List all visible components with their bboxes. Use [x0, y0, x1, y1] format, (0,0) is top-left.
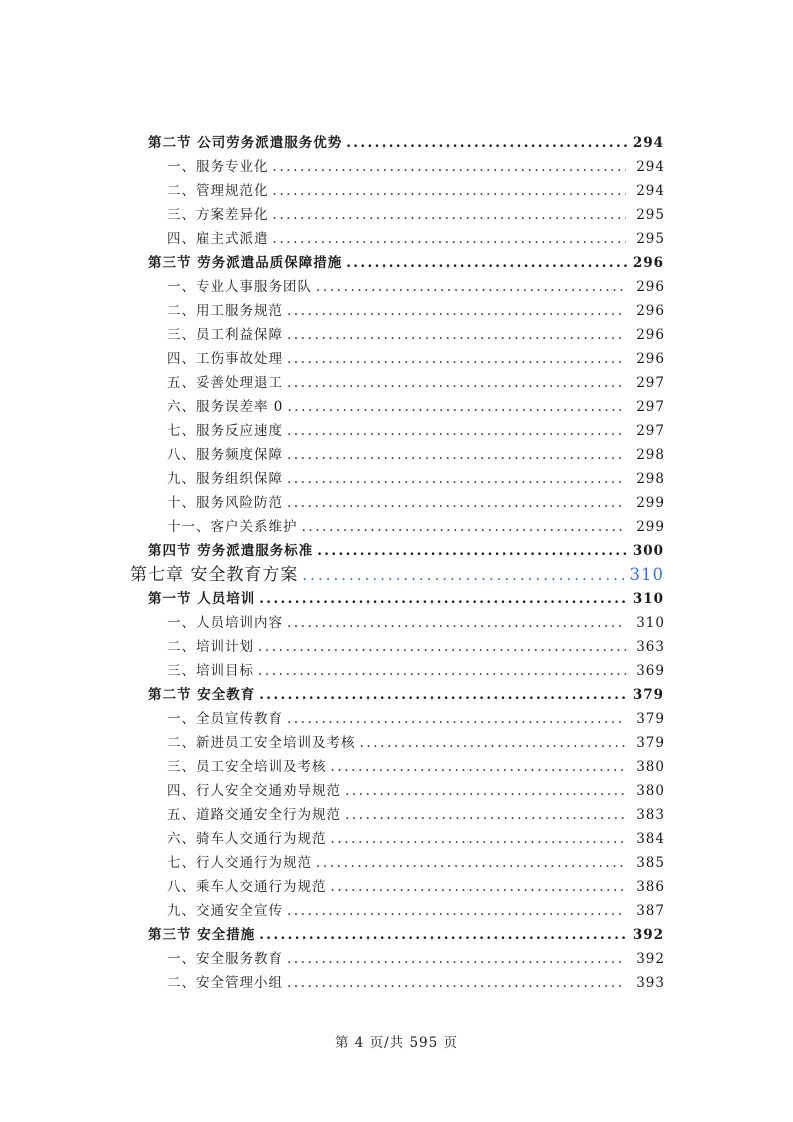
dot-leader [287, 347, 626, 371]
dot-leader [287, 899, 626, 923]
toc-section-row[interactable] [148, 539, 664, 563]
dot-leader [287, 707, 626, 731]
toc-entry-title: 三、方案差异化 [167, 207, 269, 223]
dot-leader [302, 515, 627, 539]
toc-entry-title: 第三节 安全措施 [148, 927, 256, 943]
toc-item-row[interactable] [167, 827, 665, 851]
toc-entry-title: 第三节 劳务派遣品质保障措施 [148, 255, 343, 271]
toc-page-number: 298 [636, 471, 665, 487]
table-of-contents [0, 131, 793, 995]
dot-leader [258, 635, 626, 659]
toc-page-number: 296 [636, 351, 665, 367]
toc-page-number: 363 [636, 639, 665, 655]
toc-page-number: 310 [629, 565, 664, 584]
toc-page-number: 379 [636, 735, 665, 751]
dot-leader [287, 443, 626, 467]
dot-leader [331, 755, 627, 779]
dot-leader [287, 419, 626, 443]
dot-leader [287, 611, 626, 635]
toc-entry-title: 六、骑车人交通行为规范 [167, 831, 327, 847]
dot-leader [302, 563, 623, 587]
toc-page-number: 294 [632, 135, 664, 151]
toc-item-row[interactable] [167, 515, 665, 539]
toc-item-row[interactable] [167, 443, 665, 467]
toc-item-row[interactable] [167, 323, 665, 347]
toc-entry-title: 二、用工服务规范 [167, 303, 283, 319]
toc-entry-title: 七、服务反应速度 [167, 423, 283, 439]
toc-entry-title: 一、全员宣传教育 [167, 711, 283, 727]
toc-entry-title: 九、交通安全宣传 [167, 903, 283, 919]
toc-page-number: 386 [636, 879, 665, 895]
toc-item-row[interactable] [167, 971, 665, 995]
toc-page-number: 387 [636, 903, 665, 919]
toc-entry-title: 二、安全管理小组 [167, 975, 283, 991]
toc-entry-title: 八、乘车人交通行为规范 [167, 879, 327, 895]
toc-section-row[interactable] [148, 251, 664, 275]
dot-leader [258, 659, 626, 683]
toc-page-number: 296 [636, 327, 665, 343]
toc-item-row[interactable] [167, 299, 665, 323]
toc-entry-title: 三、员工利益保障 [167, 327, 283, 343]
toc-section-row[interactable] [148, 683, 664, 707]
toc-page-number: 297 [636, 399, 665, 415]
dot-leader [259, 587, 627, 611]
toc-entry-title: 第一节 人员培训 [148, 591, 256, 607]
dot-leader [273, 179, 627, 203]
toc-entry-title: 四、工伤事故处理 [167, 351, 283, 367]
toc-page-number: 379 [632, 687, 664, 703]
toc-item-row[interactable] [167, 755, 665, 779]
toc-item-row[interactable] [167, 155, 665, 179]
toc-item-row[interactable] [167, 611, 665, 635]
toc-entry-title: 五、妥善处理退工 [167, 375, 283, 391]
dot-leader [345, 779, 626, 803]
toc-entry-title: 四、雇主式派遣 [167, 231, 269, 247]
toc-item-row[interactable] [167, 371, 665, 395]
toc-page-number: 300 [632, 543, 664, 559]
toc-entry-title: 四、行人安全交通劝导规范 [167, 783, 341, 799]
toc-page-number: 379 [636, 711, 665, 727]
toc-page-number: 297 [636, 375, 665, 391]
toc-page-number: 294 [636, 183, 665, 199]
dot-leader [316, 275, 626, 299]
toc-page-number: 295 [636, 207, 665, 223]
toc-entry-title: 一、安全服务教育 [167, 951, 283, 967]
toc-page-number: 296 [636, 303, 665, 319]
toc-page-number: 296 [636, 279, 665, 295]
toc-section-row[interactable] [148, 587, 664, 611]
toc-entry-title: 二、培训计划 [167, 639, 254, 655]
toc-item-row[interactable] [167, 227, 665, 251]
dot-leader [273, 227, 627, 251]
toc-item-row[interactable] [167, 347, 665, 371]
toc-entry-title: 八、服务频度保障 [167, 447, 283, 463]
toc-page-number: 392 [636, 951, 665, 967]
dot-leader [331, 827, 627, 851]
toc-entry-title: 十一、客户关系维护 [167, 519, 298, 535]
toc-item-row[interactable] [167, 803, 665, 827]
toc-entry-title: 五、道路交通安全行为规范 [167, 807, 341, 823]
toc-page-number: 380 [636, 759, 665, 775]
toc-section-row[interactable] [148, 131, 664, 155]
toc-entry-title: 三、员工安全培训及考核 [167, 759, 327, 775]
toc-page-number: 297 [636, 423, 665, 439]
dot-leader [287, 371, 626, 395]
dot-leader [273, 203, 627, 227]
toc-chapter-row[interactable] [130, 563, 664, 587]
toc-item-row[interactable] [167, 659, 665, 683]
toc-entry-title: 二、新进员工安全培训及考核 [167, 735, 356, 751]
toc-page-number: 393 [636, 975, 665, 991]
dot-leader [345, 803, 626, 827]
toc-item-row[interactable] [167, 491, 665, 515]
dot-leader [316, 851, 626, 875]
toc-entry-title: 一、服务专业化 [167, 159, 269, 175]
toc-item-row[interactable] [167, 419, 665, 443]
toc-item-row[interactable] [167, 731, 665, 755]
toc-page-number: 384 [636, 831, 665, 847]
dot-leader [360, 731, 627, 755]
toc-entry-title: 三、培训目标 [167, 663, 254, 679]
dot-leader [287, 467, 626, 491]
dot-leader [287, 299, 626, 323]
toc-page-number: 380 [636, 783, 665, 799]
dot-leader [317, 539, 627, 563]
toc-item-row[interactable] [167, 467, 665, 491]
toc-page-number: 369 [636, 663, 665, 679]
toc-page-number: 310 [636, 615, 665, 631]
toc-entry-title: 一、专业人事服务团队 [167, 279, 312, 295]
dot-leader [273, 155, 627, 179]
toc-item-row[interactable] [167, 779, 665, 803]
toc-page-number: 310 [632, 591, 664, 607]
toc-item-row[interactable] [167, 707, 665, 731]
toc-item-row[interactable] [167, 179, 665, 203]
toc-page-number: 299 [636, 519, 665, 535]
dot-leader [287, 323, 626, 347]
toc-entry-title: 第二节 安全教育 [148, 687, 256, 703]
toc-item-row[interactable] [167, 203, 665, 227]
toc-page-number: 296 [632, 255, 664, 271]
toc-item-row[interactable] [167, 875, 665, 899]
dot-leader [287, 947, 626, 971]
toc-entry-title: 一、人员培训内容 [167, 615, 283, 631]
dot-leader [259, 683, 627, 707]
toc-entry-title: 十、服务风险防范 [167, 495, 283, 511]
toc-page-number: 298 [636, 447, 665, 463]
toc-page-number: 294 [636, 159, 665, 175]
dot-leader [331, 875, 627, 899]
toc-entry-title: 第七章 安全教育方案 [130, 565, 299, 585]
toc-entry-title: 第四节 劳务派遣服务标准 [148, 543, 314, 559]
toc-item-row[interactable] [167, 395, 665, 419]
toc-entry-title: 六、服务误差率 0 [167, 399, 284, 415]
toc-item-row[interactable] [167, 635, 665, 659]
dot-leader [287, 491, 626, 515]
toc-entry-title: 第二节 公司劳务派遣服务优势 [148, 135, 343, 151]
toc-page-number: 299 [636, 495, 665, 511]
dot-leader [346, 251, 627, 275]
dot-leader [287, 395, 626, 419]
toc-item-row[interactable] [167, 851, 665, 875]
toc-item-row[interactable] [167, 899, 665, 923]
dot-leader [259, 923, 627, 947]
toc-item-row[interactable] [167, 275, 665, 299]
toc-page-number: 392 [632, 927, 664, 943]
toc-page-number: 295 [636, 231, 665, 247]
toc-item-row[interactable] [167, 947, 665, 971]
dot-leader [287, 971, 626, 995]
toc-entry-title: 二、管理规范化 [167, 183, 269, 199]
toc-page-number: 385 [636, 855, 665, 871]
toc-entry-title: 七、行人交通行为规范 [167, 855, 312, 871]
page-footer: 第 4 页/共 595 页 [334, 1035, 459, 1051]
toc-entry-title: 九、服务组织保障 [167, 471, 283, 487]
toc-section-row[interactable] [148, 923, 664, 947]
dot-leader [346, 131, 627, 155]
toc-page-number: 383 [636, 807, 665, 823]
